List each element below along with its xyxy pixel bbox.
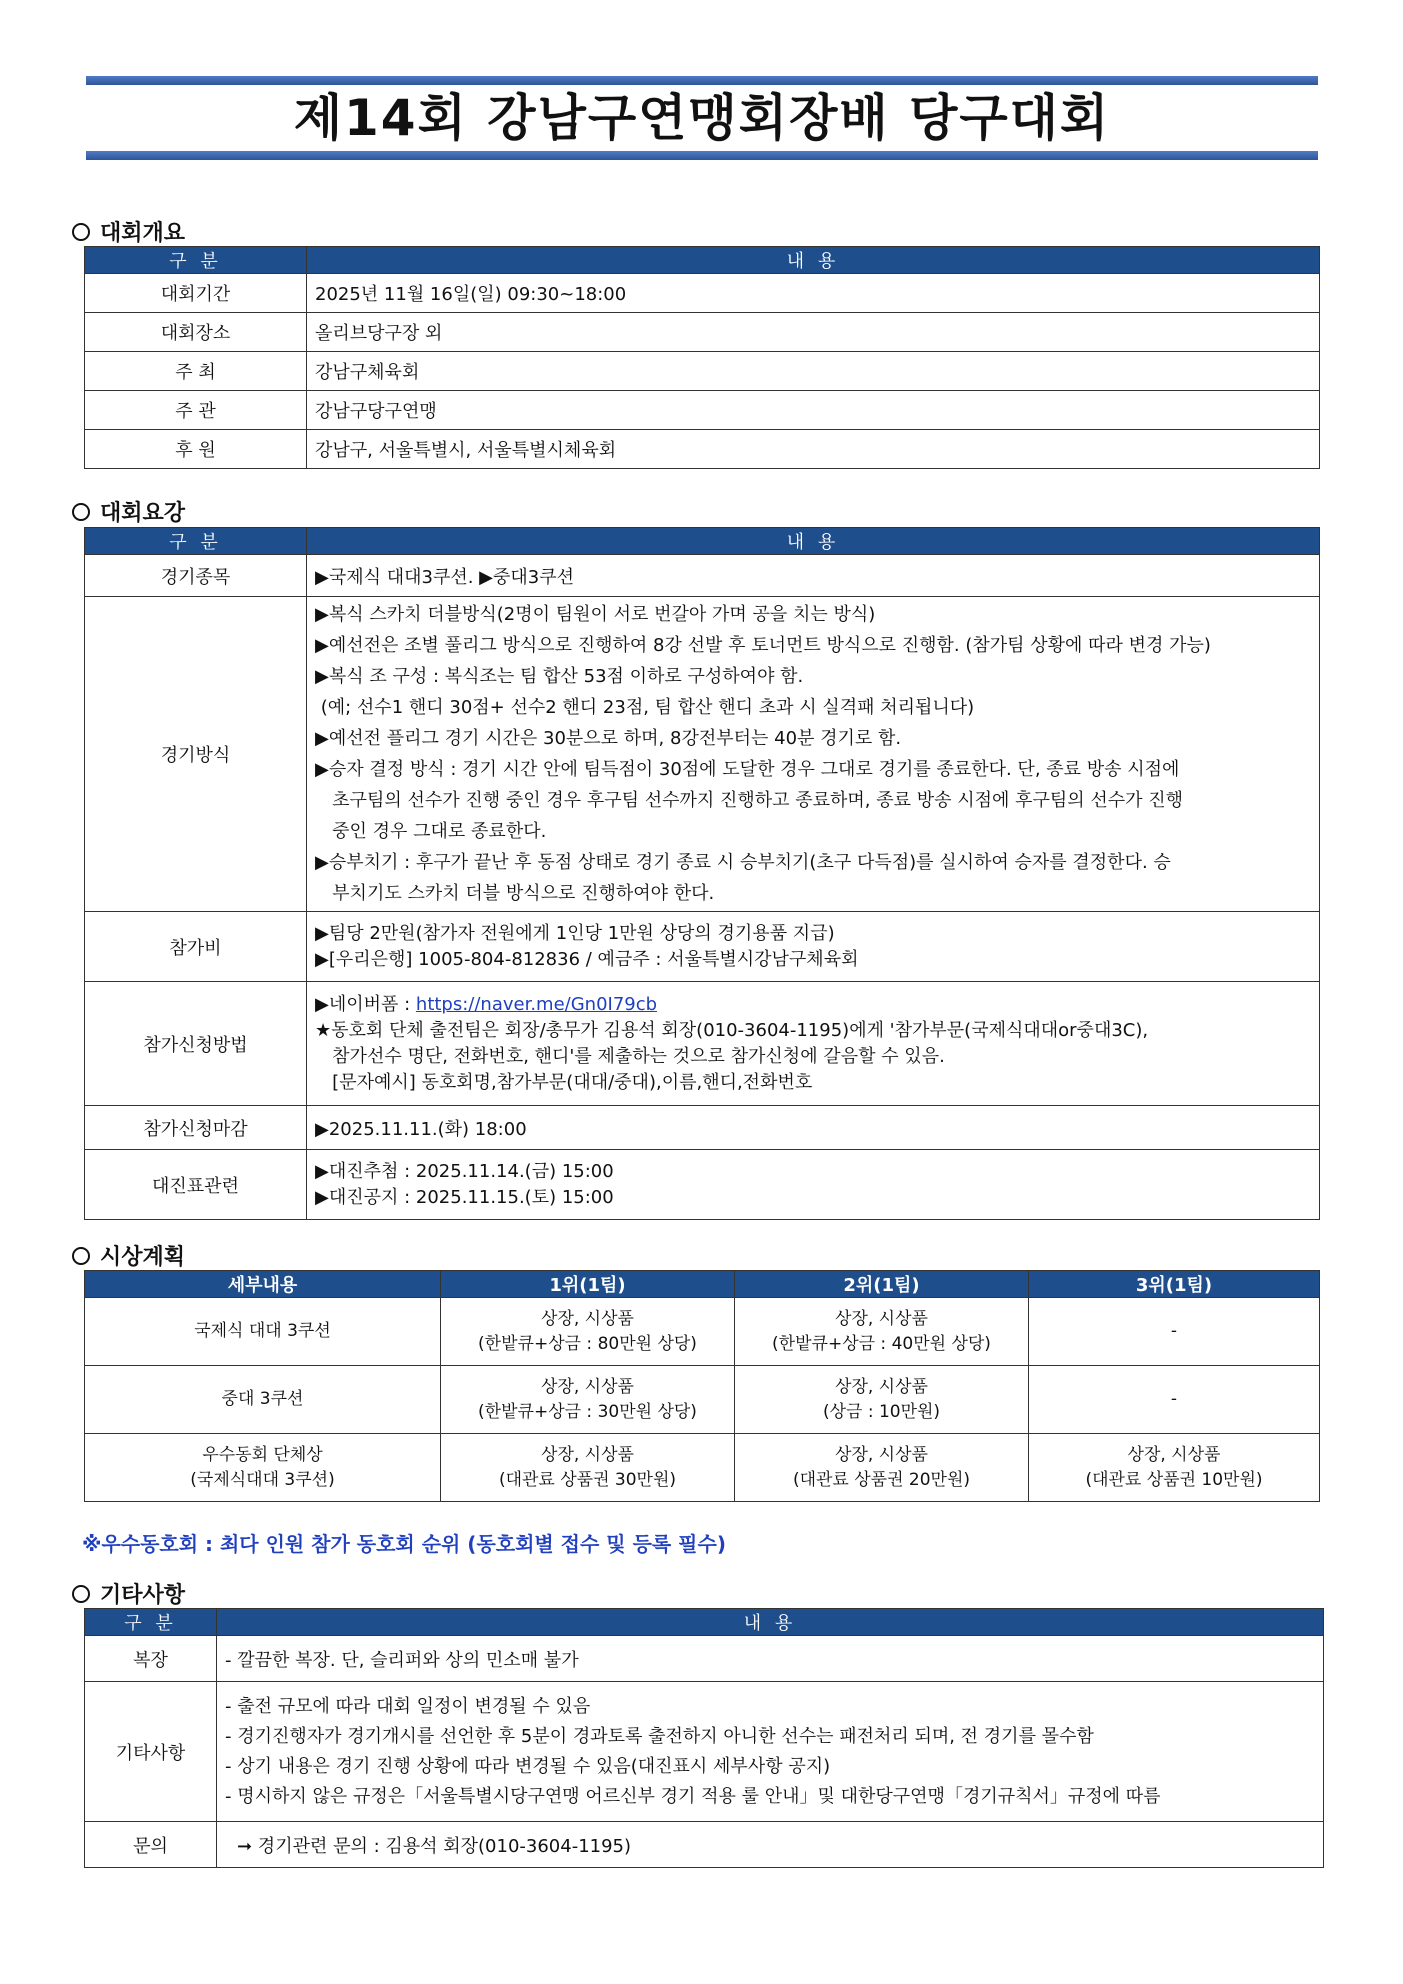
overview-label: 주 최 <box>85 352 307 391</box>
naver-form-link[interactable]: https://naver.me/Gn0I79cb <box>415 993 658 1015</box>
method-line: 중인 경우 그대로 종료한다. <box>315 821 547 842</box>
contact-label: 문의 <box>85 1822 217 1868</box>
award-third: - <box>1029 1298 1320 1366</box>
event-value: ▶국제식 대대3쿠션. ▶중대3쿠션 <box>307 555 1320 597</box>
method-line: 부치기도 스카치 더블 방식으로 진행하여야 한다. <box>315 883 715 904</box>
section-heading-etc <box>72 1578 185 1609</box>
fee-line: ▶팀당 2만원(참가자 전원에게 1인당 1만원 상당의 경기용품 지급) <box>315 922 835 944</box>
apply-prefix: ▶네이버폼 : <box>315 993 416 1015</box>
award-second: 상장, 시상품 (상금 : 10만원) <box>735 1366 1029 1434</box>
method-line: ▶복식 스카치 더블방식(2명이 팀원이 서로 번갈아 가며 공을 치는 방식) <box>315 604 876 625</box>
page-title: 제14회 강남구연맹회장배 당구대회 <box>293 89 1111 147</box>
award-category: 우수동회 단체상 (국제식대대 3쿠션) <box>85 1434 441 1502</box>
overview-value: 2025년 11월 16일(일) 09:30~18:00 <box>307 274 1320 313</box>
award-first: 상장, 시상품 (한밭큐+상금 : 80만원 상당) <box>441 1298 735 1366</box>
apply-label: 참가신청방법 <box>85 982 307 1106</box>
deadline-value: ▶2025.11.11.(화) 18:00 <box>307 1106 1320 1150</box>
apply-content <box>307 982 1320 1106</box>
other-line: - 경기진행자가 경기개시를 선언한 후 5분이 경과토록 출전하지 아니한 선수는 패전처리 되며, 전 경기를 몰수함 <box>225 1725 1094 1747</box>
etc-table <box>84 1608 1324 1868</box>
award-third: - <box>1029 1366 1320 1434</box>
circle-bullet-icon <box>72 223 90 241</box>
rules-table <box>84 527 1320 1220</box>
dress-label: 복장 <box>85 1636 217 1682</box>
overview-value: 강남구체육회 <box>307 352 1320 391</box>
event-label: 경기종목 <box>85 555 307 597</box>
awards-header: 세부내용 <box>85 1271 441 1298</box>
method-line: 초구팀의 선수가 진행 중인 경우 후구팀 선수까지 진행하고 종료하며, 종료 방송 시점에 후구팀의 선수가 진행 <box>315 790 1184 811</box>
overview-label: 대회기간 <box>85 274 307 313</box>
col-header-content: 내 용 <box>307 247 1320 274</box>
awards-header: 3위(1팀) <box>1029 1271 1320 1298</box>
section-title: 시상계획 <box>100 1245 186 1270</box>
other-line: - 명시하지 않은 규정은「서울특별시당구연맹 어르신부 경기 적용 룰 안내」및 대한당구연맹「경기규칙서」규정에 따름 <box>225 1785 1161 1807</box>
overview-value: 올리브당구장 외 <box>307 313 1320 352</box>
section-title: 대회개요 <box>100 221 186 246</box>
section-heading-overview <box>72 216 185 247</box>
apply-line: [문자예시] 동호회명,참가부문(대대/중대),이름,핸디,전화번호 <box>315 1071 813 1093</box>
method-line: (예; 선수1 핸디 30점+ 선수2 핸디 23점, 팀 합산 핸디 초과 시 실격패 처리됩니다) <box>315 697 975 718</box>
award-first: 상장, 시상품 (대관료 상품권 30만원) <box>441 1434 735 1502</box>
awards-header: 1위(1팀) <box>441 1271 735 1298</box>
circle-bullet-icon <box>72 503 90 521</box>
section-heading-rules <box>72 496 185 527</box>
award-third: 상장, 시상품 (대관료 상품권 10만원) <box>1029 1434 1320 1502</box>
overview-value: 강남구당구연맹 <box>307 391 1320 430</box>
col-header-label: 구 분 <box>85 528 307 555</box>
draw-line: ▶대진추첨 : 2025.11.14.(금) 15:00 <box>315 1160 614 1182</box>
draw-line: ▶대진공지 : 2025.11.15.(토) 15:00 <box>315 1186 614 1208</box>
awards-table <box>84 1270 1320 1502</box>
other-line: - 상기 내용은 경기 진행 상황에 따라 변경될 수 있음(대진표시 세부사항 공지) <box>225 1755 831 1777</box>
dress-value: - 깔끔한 복장. 단, 슬리퍼와 상의 민소매 불가 <box>217 1636 1324 1682</box>
contact-value: ➞ 경기관련 문의 : 김용석 회장(010-3604-1195) <box>217 1822 1324 1868</box>
col-header-label: 구 분 <box>85 1609 217 1636</box>
method-label: 경기방식 <box>85 597 307 912</box>
overview-label: 주 관 <box>85 391 307 430</box>
method-line: ▶예선전 플리그 경기 시간은 30분으로 하며, 8강전부터는 40분 경기로 함. <box>315 728 902 749</box>
method-line: ▶복식 조 구성 : 복식조는 팀 합산 53점 이하로 구성하여야 함. <box>315 666 804 687</box>
deadline-label: 참가신청마감 <box>85 1106 307 1150</box>
apply-line: ★동호회 단체 출전팀은 회장/총무가 김용석 회장(010-3604-1195)에게 '참가부문(국제식대대or중대3C), <box>315 1019 1149 1041</box>
other-label: 기타사항 <box>85 1682 217 1822</box>
award-second: 상장, 시상품 (한밭큐+상금 : 40만원 상당) <box>735 1298 1029 1366</box>
overview-table <box>84 246 1320 469</box>
section-title: 기타사항 <box>100 1583 186 1608</box>
title-bottom-bar <box>86 151 1318 160</box>
fee-content <box>307 912 1320 982</box>
award-second: 상장, 시상품 (대관료 상품권 20만원) <box>735 1434 1029 1502</box>
method-content <box>307 597 1320 912</box>
circle-bullet-icon <box>72 1585 90 1603</box>
method-line: ▶승자 결정 방식 : 경기 시간 안에 팀득점이 30점에 도달한 경우 그대로 경기를 종료한다. 단, 종료 방송 시점에 <box>315 759 1180 780</box>
other-content <box>217 1682 1324 1822</box>
section-heading-awards <box>72 1240 185 1271</box>
other-line: - 출전 규모에 따라 대회 일정이 변경될 수 있음 <box>225 1695 591 1717</box>
col-header-content: 내 용 <box>217 1609 1324 1636</box>
overview-label: 후 원 <box>85 430 307 469</box>
awards-header: 2위(1팀) <box>735 1271 1029 1298</box>
section-title: 대회요강 <box>100 501 186 526</box>
awards-note: ※우수동호회 : 최다 인원 참가 동호회 순위 (동호회별 접수 및 등록 필수) <box>82 1532 726 1556</box>
overview-value: 강남구, 서울특별시, 서울특별시체육회 <box>307 430 1320 469</box>
circle-bullet-icon <box>72 1247 90 1265</box>
draw-label: 대진표관련 <box>85 1150 307 1220</box>
award-category: 중대 3쿠션 <box>85 1366 441 1434</box>
apply-line: 참가선수 명단, 전화번호, 핸디'를 제출하는 것으로 참가신청에 갈음할 수 있음. <box>315 1045 945 1067</box>
award-category: 국제식 대대 3쿠션 <box>85 1298 441 1366</box>
col-header-label: 구 분 <box>85 247 307 274</box>
draw-content <box>307 1150 1320 1220</box>
fee-label: 참가비 <box>85 912 307 982</box>
fee-line: ▶[우리은행] 1005-804-812836 / 예금주 : 서울특별시강남구체육회 <box>315 948 859 970</box>
overview-label: 대회장소 <box>85 313 307 352</box>
award-first: 상장, 시상품 (한밭큐+상금 : 30만원 상당) <box>441 1366 735 1434</box>
col-header-content: 내 용 <box>307 528 1320 555</box>
method-line: ▶승부치기 : 후구가 끝난 후 동점 상태로 경기 종료 시 승부치기(초구 다득점)를 실시하여 승자를 결정한다. 승 <box>315 852 1171 873</box>
method-line: ▶예선전은 조별 풀리그 방식으로 진행하여 8강 선발 후 토너먼트 방식으로 진행함. (참가팀 상황에 따라 변경 가능) <box>315 635 1211 656</box>
